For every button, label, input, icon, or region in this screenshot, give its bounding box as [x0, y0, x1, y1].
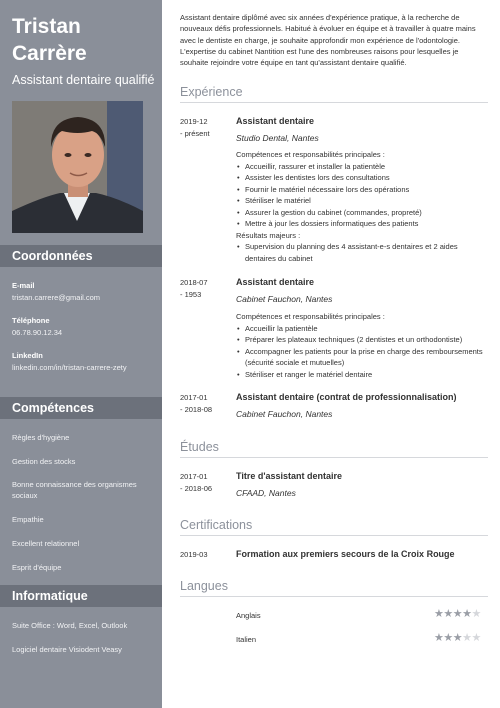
profile-summary: Assistant dentaire diplômé avec six années d'expérience pratique, à la recherche de nouveaux défis professionnels. Habitué à évoluer en équipe et à travailler à quatre mains avec le dentiste en charge, je souhaite approfondir mon expérience de l'odontologie. L'expertise du cabinet Nantition est l'une des nombreuses raisons pour lesquelles je souhaite rejoindre votre équipe en tant qu'assistant dentaire qualifié. [180, 13, 476, 68]
star-filled-icon: ★ [452, 632, 463, 644]
phone-value: 06.78.90.12.34 [12, 328, 63, 337]
portrait-illustration [12, 101, 143, 233]
list-item: • Mettre à jour les dossiers informatiques des patients [245, 218, 488, 230]
degree-title: Titre d'assistant dentaire [236, 471, 343, 481]
skill-item: Empathie [12, 515, 44, 524]
star-filled-icon: ★ [434, 608, 444, 620]
education-date [180, 471, 232, 495]
experience-date [180, 392, 232, 416]
language-rating [434, 607, 481, 620]
candidate-name [12, 13, 160, 67]
job-title: Assistant dentaire [236, 277, 315, 287]
list-item: • Stériliser et ranger le matériel dentaire [245, 369, 488, 381]
list-item: • Accueillir la patientèle [245, 323, 488, 335]
skill-item: Bonne connaissance des organismes sociaux [12, 480, 137, 500]
list-item: • Supervision du planning des 4 assistant-e-s dentaires et 2 aides dentaires du cabinet [245, 241, 488, 264]
list-item: • Assister les dentistes lors des consultations [245, 172, 488, 184]
skill-item: Règles d'hygiène [12, 433, 70, 442]
languages-heading: Langues [180, 579, 488, 597]
description-intro: Compétences et responsabilités principales : [236, 312, 385, 321]
results-label: Résultats majeurs : [236, 230, 301, 240]
employer: Cabinet Fauchon, Nantes [236, 409, 333, 419]
name-last: Carrère [12, 42, 87, 65]
experience-heading: Expérience [180, 85, 488, 103]
education-heading: Études [180, 440, 488, 458]
certification-title: Formation aux premiers secours de la Croix Rouge [236, 549, 455, 559]
sidebar [0, 0, 162, 708]
it-heading: Informatique [0, 585, 162, 607]
phone-label: Téléphone [12, 316, 50, 325]
linkedin-label: LinkedIn [12, 351, 43, 360]
list-item: • Fournir le matériel nécessaire lors des opérations [245, 184, 488, 196]
list-item: • Stériliser le matériel [245, 195, 488, 207]
date-end: - 1953 [180, 290, 202, 299]
date-start: 2018-07 [180, 278, 208, 287]
date-start: 2017-01 [180, 472, 208, 481]
results-list [236, 241, 488, 264]
name-first: Tristan [12, 15, 81, 38]
date-end: - 2018-08 [180, 405, 213, 414]
language-name: Italien [236, 635, 257, 644]
linkedin-value[interactable]: linkedin.com/in/tristan-carrere-zety [12, 363, 127, 372]
employer: Cabinet Fauchon, Nantes [236, 294, 333, 304]
language-name: Anglais [236, 611, 261, 620]
contact-heading: Coordonnées [0, 245, 162, 267]
experience-date [180, 116, 232, 140]
email-label: E-mail [12, 281, 35, 290]
job-title: Assistant dentaire [236, 116, 315, 126]
employer: Studio Dental, Nantes [236, 133, 319, 143]
list-item: • Accueillir, rassurer et installer la patientèle [245, 161, 488, 173]
star-filled-icon: ★ [434, 632, 444, 644]
school: CFAAD, Nantes [236, 488, 296, 498]
list-item: • Assurer la gestion du cabinet (commandes, propreté) [245, 207, 488, 219]
job-description [236, 149, 488, 264]
language-rating [434, 631, 481, 644]
star-filled-icon: ★ [462, 608, 472, 620]
date-start: 2019-12 [180, 117, 208, 126]
it-item: Suite Office : Word, Excel, Outlook [12, 621, 128, 630]
date-end: - 2018-06 [180, 484, 213, 493]
star-filled-icon: ★ [443, 608, 453, 620]
date-end: - présent [180, 129, 210, 138]
skills-heading: Compétences [0, 397, 162, 419]
date-start: 2017-01 [180, 393, 208, 402]
skill-item: Esprit d'équipe [12, 563, 62, 572]
list-item: • Préparer les plateaux techniques (2 dentistes et un orthodontiste) [245, 334, 488, 346]
job-title: Assistant dentaire (contrat de professionnalisation) [236, 392, 457, 402]
star-filled-icon: ★ [452, 608, 463, 620]
responsibility-list [236, 323, 488, 381]
job-description [236, 311, 488, 380]
certification-date: 2019-03 [180, 550, 208, 559]
star-empty-icon: ★ [462, 632, 472, 644]
email-value[interactable]: tristan.carrere@gmail.com [12, 293, 101, 302]
star-filled-icon: ★ [443, 632, 453, 644]
experience-date [180, 277, 232, 301]
description-intro: Compétences et responsabilités principales : [236, 150, 385, 159]
skill-item: Excellent relationnel [12, 539, 80, 548]
profile-photo [12, 101, 143, 233]
it-item: Logiciel dentaire Visiodent Veasy [12, 645, 122, 654]
certifications-heading: Certifications [180, 518, 488, 536]
skill-item: Gestion des stocks [12, 457, 76, 466]
star-empty-icon: ★ [471, 632, 481, 644]
headline: Assistant dentaire qualifié [12, 73, 155, 87]
list-item: • Accompagner les patients pour la prise en charge des remboursements (sécurité sociale et mutuelles) [245, 346, 488, 369]
star-empty-icon: ★ [471, 608, 481, 620]
responsibility-list [236, 161, 488, 230]
